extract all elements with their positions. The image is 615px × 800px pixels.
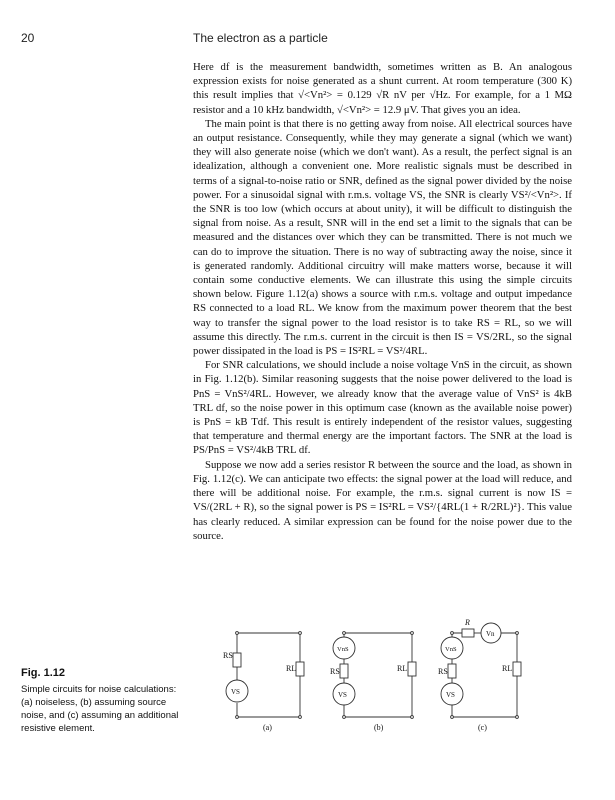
load-resistor bbox=[408, 662, 416, 676]
label-vs: VS bbox=[446, 691, 455, 699]
running-header bbox=[0, 31, 615, 47]
label-rs: RS bbox=[438, 667, 448, 676]
running-title: The electron as a particle bbox=[193, 31, 328, 45]
paragraph: Here df is the measurement bandwidth, sometimes written as B. An analogous expression exists for noise generated as a shunt current. At room temperature (300 K) this result implies that √<Vn²> = 0.129 √R nV per √Hz. For example, for a 1 MΩ resistor and a 10 kHz bandwidth, √<Vn²> = 12.9 μV. That gives you an idea. bbox=[193, 61, 572, 116]
wire bbox=[237, 633, 300, 667]
paragraph: Suppose we now add a series resistor R between the source and the load, as shown in Fig. 1.12(c). We can anticipate two effects: the signal power at the load will reduce, and there will be additional noise. For example, the r.m.s. signal current is now IS = VS/(2RL + R), so the signal power is PS = IS²RL = VS²/{4RL(1 + R/2RL)²}. This value has clearly reduced. A similar expression can be found for the noise power due to the source. bbox=[193, 458, 572, 542]
label-rs: RS bbox=[223, 651, 233, 660]
label-rs: RS bbox=[330, 667, 340, 676]
node bbox=[236, 632, 239, 635]
label-c: (c) bbox=[478, 723, 487, 732]
wire bbox=[501, 633, 517, 658]
label-vs: VS bbox=[338, 691, 347, 699]
label-rl: RL bbox=[397, 664, 408, 673]
node bbox=[516, 632, 519, 635]
label-rl: RL bbox=[502, 664, 513, 673]
caption-label: Fig. 1.12 bbox=[21, 667, 66, 679]
node bbox=[451, 716, 454, 719]
node bbox=[516, 716, 519, 719]
label-r: R bbox=[465, 618, 470, 627]
source-resistor bbox=[233, 653, 241, 667]
node bbox=[451, 632, 454, 635]
node bbox=[299, 632, 302, 635]
node bbox=[411, 632, 414, 635]
label-b: (b) bbox=[374, 723, 384, 732]
label-a: (a) bbox=[263, 723, 272, 732]
body-text bbox=[193, 60, 572, 543]
load-resistor bbox=[296, 662, 304, 676]
node bbox=[343, 632, 346, 635]
label-vns: VnS bbox=[337, 646, 349, 653]
page-number: 20 bbox=[21, 31, 35, 45]
series-resistor bbox=[462, 629, 474, 637]
source-resistor bbox=[340, 664, 348, 678]
circuit-figure bbox=[200, 605, 580, 740]
paragraph: For SNR calculations, we should include a noise voltage VnS in the circuit, as shown in Fig. 1.12(b). Similar reasoning suggests that the noise power delivered to the load is PnS = VnS²/4RL. However, we already know that the average value of VnS² is 4kB TRL df, so the noise power in this optimum case (known as the available noise power) is PnS = kB Tdf. This result is entirely independent of the resistor values, suggesting that temperature and thermal energy are the important factors. The SNR at the load is PS/PnS = VS²/4kB TRL df. bbox=[193, 359, 572, 457]
circuit-c bbox=[438, 618, 521, 732]
label-vn: Vn bbox=[486, 630, 495, 638]
node bbox=[299, 716, 302, 719]
label-rl: RL bbox=[286, 664, 297, 673]
node bbox=[236, 716, 239, 719]
source-resistor bbox=[448, 664, 456, 678]
caption-text: Simple circuits for noise calculations: (a) noiseless, (b) assuming source noise, and (c) assuming an additional resistive element. bbox=[21, 684, 179, 734]
figure-caption bbox=[21, 667, 186, 735]
circuit-a bbox=[223, 632, 304, 732]
label-vns: VnS bbox=[445, 646, 457, 653]
load-resistor bbox=[513, 662, 521, 676]
label-vs: VS bbox=[231, 688, 240, 696]
paragraph: The main point is that there is no getting away from noise. All electrical sources have an output resistance. Consequently, while they may generate a signal (which we want) they will also generate noise (which we don't want). As a result, the perfect signal is an idealization, although a convenient one. More realistic signals must be described in terms of a signal-to-noise ratio or SNR, defined as the signal power divided by the noise power. For a sinusoidal signal with r.m.s. voltage VS, the SNR is clearly VS²/<Vn²>. If the SNR is too low (which occurs at about unity), it will be difficult to distinguish the signal from noise. As a result, SNR will in the end set a limit to the signals that can be measured and the distances over which they can be transmitted. There is not much we can do to improve the situation. There is no way of subtracting away the noise, since it is generated randomly. Additional circuitry will make matters worse, because it will contain some conductive elements. We can illustrate this using the simple circuits shown below. Figure 1.12(a) shows a source with r.m.s. voltage and output impedance RS connected to a load RL. We know from the maximum power theorem that the best way to transfer the signal power to the load resistor is to take RS = RL, so we will assume this directly. The r.m.s. current in the circuit is then IS = VS/2RL, so the signal power dissipated in the load is PS = IS²RL = VS²/4RL. bbox=[193, 117, 572, 358]
node bbox=[411, 716, 414, 719]
circuit-b bbox=[330, 632, 416, 732]
node bbox=[343, 716, 346, 719]
